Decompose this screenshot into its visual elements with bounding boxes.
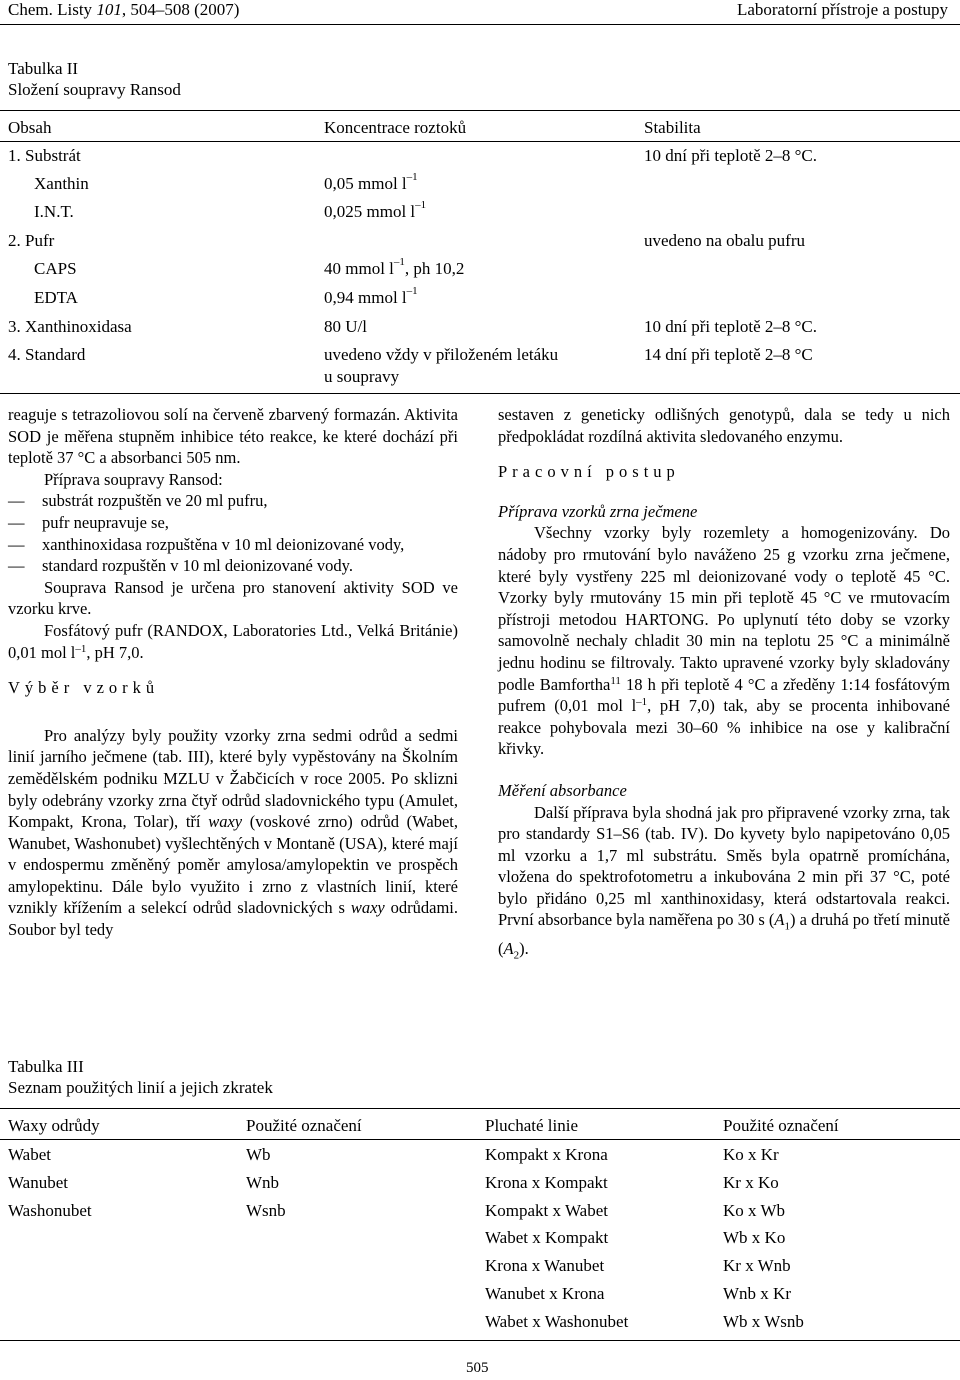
table-cell: Wsnb [246,1200,286,1220]
table-cell-stability: 10 dní při teplotě 2–8 °C. [644,317,818,336]
table-cell-concentration-cont: u soupravy [324,367,400,386]
table-row: EDTA [34,288,78,307]
table3-header-oznaceni2: Použité označení [723,1116,839,1135]
table3-title: Tabulka III [8,1057,84,1076]
section-heading-pracovni-postup: Pracovní postup [498,462,680,482]
table-cell: Ko x Kr [723,1145,779,1164]
running-header [0,0,960,22]
list-item: — substrát rozpuštěn ve 20 ml pufru, [8,490,458,512]
paragraph: Pro analýzy byly použity vzorky zrna sedmi odrůd a sedmi linií jarního ječmene (tab. III), které byly vypěstovány na Školním zemědělském podniku MZLU v Žabčicích v roce 2005. Po sklizni byly odebrány vzorky zrna čtyř odrůd sladovnického typu (Amulet, Kompakt, Krona, Tolar), tří waxy (voskové zrno) odrůd (Wabet, Wanubet, Washonubet) vyšlechtěných v Montaně (USA), které mají v endospermu změněný poměr amylosa/amylopektin ve prospěch amylopektinu. Dále bylo využito i zrno z vlastních linií, které vznikly křížením a selekcí odrůd sladovnických s waxy odrůdami. Soubor byl tedy [8,725,458,940]
table-cell: Kr x Wnb [723,1256,791,1276]
page-number: 505 [466,1360,489,1376]
paragraph: Všechny vzorky byly rozemlety a homogenizovány. Do nádoby pro rmutování bylo naváženo 25 g vzorku zrna ječmene, které byly vystřeny 225 ml deionizované vody o teplotě 45 °C. Vzorky byly rmutovány 15 min při teplotě 45 °C ve rmutovacím přístroji metodou HARTONG. Po uplynutí této doby se vzorky samovolně nechaly chladit 30 min na teplotu 25 °C a minimálně jednu hodinu se filtrovaly. Takto upravené vzorky byly skladovány podle Bamfortha$^{11}$ 18 h při teplotě 4 °C a zředěny 1:14 fosfátovým pufrem (0,01 mol $l^{-1}$, pH 7,0) tak, aby se procenta inhibované reakce pohybovala mezi 30–60 % inhibice na ose y kalibrační křivky. [498,523,951,759]
paragraph: Fosfátový pufr (RANDOX, Laboratories Ltd., Velká Británie) 0,01 mol $l^{-1}$, pH 7,0. [8,620,458,662]
table-cell: Wnb x Kr [723,1284,791,1303]
table2-top-rule [0,110,960,111]
table-cell-concentration: 0,05 mmol $l^{-1}$ [324,171,418,193]
table-cell: Ko x Wb [723,1200,786,1220]
table2-bottom-rule [0,393,960,394]
right-column [498,404,950,967]
table-cell: Kompakt x Krona [485,1145,608,1164]
table-cell-concentration: 0,94 mmol $l^{-1}$ [324,285,418,307]
table-cell: Wnb [246,1172,280,1192]
table-cell: Wanubet [8,1172,68,1192]
table3-top-rule [0,1108,960,1109]
table-cell-concentration: 80 U/l [324,317,367,336]
section-heading-vyber: Výběr vzorků [8,678,160,698]
list-item: — pufr neupravuje se, [8,512,458,534]
journal-citation: Chem. Listy 101, 504–508 (2007) [8,0,240,19]
table-cell: Wb x Wsnb [723,1311,804,1331]
table-cell: Washonubet [8,1200,92,1220]
table-cell: Krona x Wanubet [485,1256,605,1276]
table3-header-rule [0,1139,960,1140]
table-cell: Wabet [8,1145,51,1164]
table2-header-stabilita: Stabilita [644,118,701,137]
subheading-mereni: Měření absorbance [498,780,627,800]
table-cell: Kr x Ko [723,1172,779,1192]
table-row: CAPS [34,259,77,278]
left-column [8,404,458,941]
paragraph: Příprava soupravy Ransod: [44,469,223,489]
table-cell: Wabet x Kompakt [485,1228,609,1248]
paragraph: sestaven z geneticky odlišných genotypů, dala se tedy u nich předpokládat rozdílná aktivita sledovaného enzymu. [498,405,950,446]
table-row: I.N.T. [34,202,74,221]
table-row: Xanthin [34,174,89,193]
table2-header-rule [0,141,960,142]
table-cell: Krona x Kompakt [485,1172,608,1192]
table-cell-stability: 10 dní při teplotě 2–8 °C. [644,146,818,165]
table-cell-concentration: 40 mmol $l^{-1}$, ph 10,2 [324,256,465,278]
table-row: 3. Xanthinoxidasa [8,317,132,336]
table2-header-koncentrace: Koncentrace roztoků [324,118,467,137]
table-cell-concentration: uvedeno vždy v přiloženém letáku [324,345,559,364]
table-row: 2. Pufr [8,231,55,250]
table-cell: Kompakt x Wabet [485,1200,608,1220]
paragraph: Souprava Ransod je určena pro stanovení aktivity SOD ve vzorku krve. [8,577,458,619]
table-cell: Wabet x Washonubet [485,1311,629,1331]
list-item: — xanthinoxidasa rozpuštěna v 10 ml deionizované vody, [8,534,458,556]
table2-title: Tabulka II [8,59,79,78]
table3-bottom-rule [0,1340,960,1341]
table3-header-waxy: Waxy odrůdy [8,1116,100,1135]
table3-header-pluchate: Pluchaté linie [485,1116,579,1135]
table3-subtitle: Seznam použitých linií a jejich zkratek [8,1078,273,1097]
table-cell-concentration: 0,025 mmol $l^{-1}$ [324,199,427,221]
table-cell: Wanubet x Krona [485,1284,605,1303]
table-cell: Wb x Ko [723,1228,786,1248]
section-title-header: Laboratorní přístroje a postupy [736,0,948,19]
table2-header-obsah: Obsah [8,118,52,137]
table-cell: Wb [246,1145,271,1164]
table-cell-stability: uvedeno na obalu pufru [644,231,805,250]
subheading-priprava: Příprava vzorků zrna ječmene [498,501,698,521]
table-row: 1. Substrát [8,146,81,165]
header-rule [0,24,960,25]
table-cell-stability: 14 dní při teplotě 2–8 °C [644,345,813,364]
table-row: 4. Standard [8,345,86,364]
paragraph: Další příprava byla shodná jak pro připravené vzorky zrna, tak pro standardy S1–S6 (tab. IV). Do kyvety bylo napipetováno 0,05 ml vzorku a 1,7 ml substrátu. Směs byla opatrně promíchána, vložena do spektrofotometru a inkubována 2 min při 37 °C, poté bylo přidáno 0,25 ml xanthinoxidasy, která odstartovala reakci. První absorbance byla naměřena po 30 s $(A_1)$ a druhá po třetí minutě $(A_2)$. [498,802,950,962]
table3-header-oznaceni: Použité označení [246,1116,362,1135]
table2-subtitle: Složení soupravy Ransod [8,80,181,99]
list-item: — standard rozpuštěn v 10 ml deionizované vody. [8,555,458,577]
paragraph: reaguje s tetrazoliovou solí na červeně zbarvený formazán. Aktivita SOD je měřena stupněm inhibice této reakce, ke které dochází při teplotě 37 °C a absorbanci 505 nm. [8,405,458,468]
